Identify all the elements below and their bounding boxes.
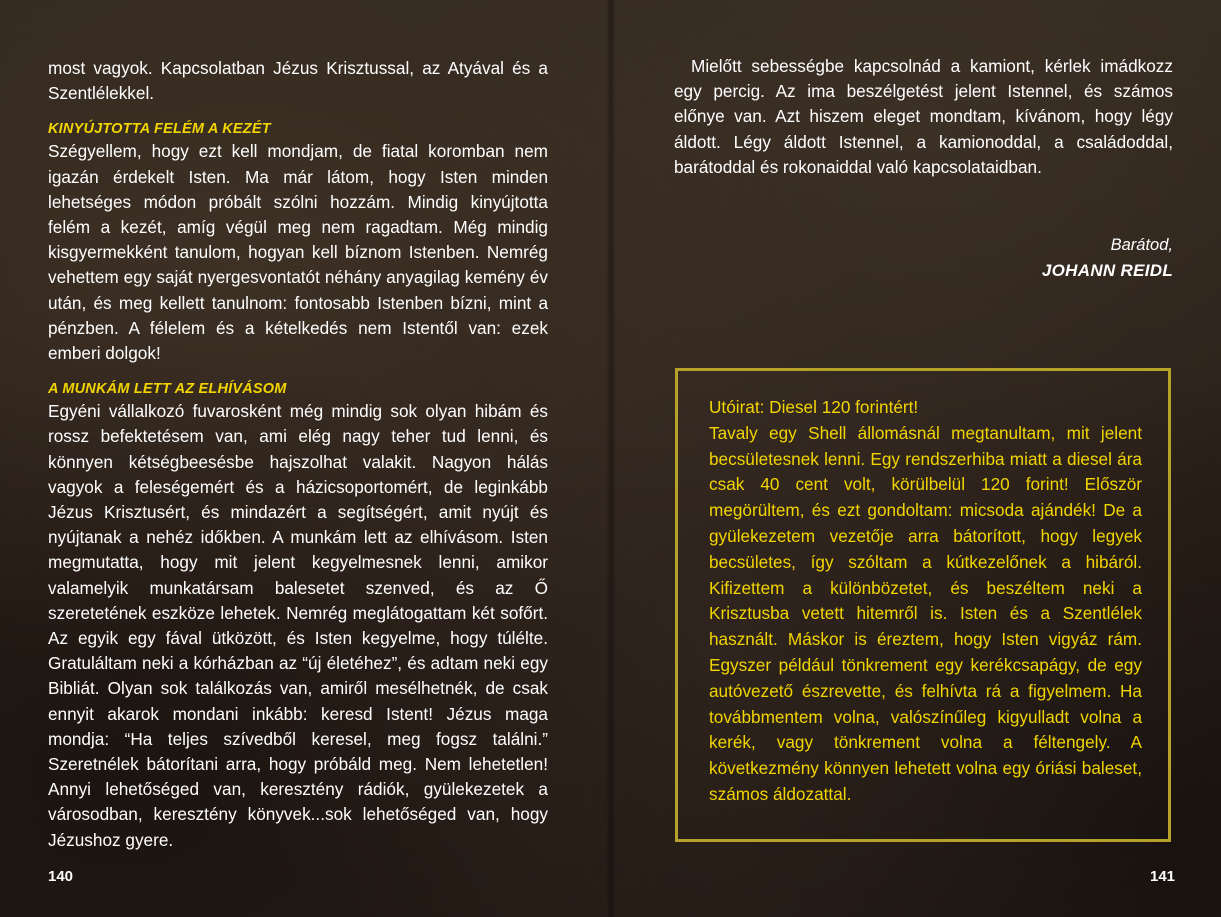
intro-paragraph: most vagyok. Kapcsolatban Jézus Krisztussal, az Atyával és a Szentlélekkel. <box>48 58 548 104</box>
section-heading-calling: A MUNKÁM LETT AZ ELHÍVÁSOM <box>48 381 287 398</box>
right-column <box>674 54 1173 180</box>
closing-paragraph: Mielőtt sebességbe kapcsolnád a kamiont, kérlek imádkozz egy percig. Az ima beszélgetést jelent Istennel, és számos előnye van. Azt hiszem eleget mondtam, kívánom, hogy légy áldott. Légy áldott Istennel, a kamionoddal, a családoddal, barátoddal és rokonaiddal való kapcsolataidban. <box>674 56 1173 177</box>
section-body-calling: Egyéni vállalkozó fuvarosként még mindig sok olyan hibám és rossz befektetésem van, ami elég nagy teher tud lenni, és könnyen kétségbeesésbe hajszolhat valakit. Nagyon hálás vagyok a feleségemért és a házicsoportomért, de leginkább Jézus Krisztusért, és mindazért a segítségért, amit nyújt és nyújtanak a nehéz időkben. A munkám lett az elhívásom. Isten megmutatta, hogy mit jelent kegyelmesnek lenni, amikor valamelyik munkatársam balesetet szenved, és az Ő szeretetének eszköze lehetek. Nemrég meglátogattam két sofőrt. Az egyik egy fával ütközött, és Isten kegyelme, hogy túlélte. Gratuláltam neki a kórházban az “új életéhez”, és adtam neki egy Bibliát. Olyan sok találkozás van, amiről mesélhetnék, de csak ennyit akarok mondani inkább: keresd Istent! Jézus maga mondja: “Ha teljes szívedből keresel, meg fogsz találni.” Szeretnélek bátorítani arra, hogy próbáld meg. Nem lehetetlen! Annyi lehetőséged van, keresztény rádiók, gyülekezetek a városodban, keresztény könyvek...sok lehetőséged van, hogy Jézushoz gyere. <box>48 401 548 850</box>
left-column <box>48 56 548 853</box>
postscript-box <box>675 368 1171 842</box>
page-number-right: 141 <box>1150 868 1176 885</box>
page-number-left: 140 <box>48 868 74 885</box>
signature-line: Barátod, <box>1110 236 1173 254</box>
postscript-body: Tavaly egy Shell állomásnál megtanultam, mit jelent becsületesnek lenni. Egy rendszerhiba miatt a diesel ára csak 40 cent volt, körülbelül 120 forint! Először megörültem, és ezt gondoltam: micsoda ajándék! De a gyülekezetem vezetője arra bátorított, hogy legyek becsületes, így szóltam a kútkezelőnek a hibáról. Kifizettem a különbözetet, és beszéltem neki a Krisztusba vetett hitemről is. Isten és a Szentlélek használt. Máskor is éreztem, hogy Isten vigyáz rám. Egyszer például tönkrement egy kerékcsapágy, de egy autóvezető észrevette, és felhívta rá a figyelmem. Ha továbbmentem volna, valószínűleg kigyulladt volna a kerék, vagy tönkrement volna a féltengely. A következmény könnyen lehetett volna egy óriási baleset, számos áldozattal. <box>709 422 1142 804</box>
section-heading-reached-out: KINYÚJTOTTA FELÉM A KEZÉT <box>48 121 271 138</box>
postscript-title: Utóirat: Diesel 120 forintért! <box>709 397 919 417</box>
section-body-reached-out: Szégyellem, hogy ezt kell mondjam, de fiatal koromban nem igazán érdekelt Isten. Ma már látom, hogy Isten minden lehetséges módon próbált szólni hozzám. Mindig kinyújtotta felém a kezét, amíg végül meg nem ragadtam. Még mindig kisgyermekként tanulom, hogyan kell bíznom Istenben. Nemrég vehettem egy saját nyergesvontatót néhány anyagilag kemény év után, és meg kellett tanulnom: fontosabb Istenben bízni, mint a pénzben. A félelem és a kételkedés nem Istentől van: ezek emberi dolgok! <box>48 141 548 364</box>
postscript-content <box>709 395 1142 808</box>
author-name: JOHANN REIDL <box>1041 261 1173 280</box>
left-page <box>0 0 610 917</box>
right-page <box>610 0 1221 917</box>
